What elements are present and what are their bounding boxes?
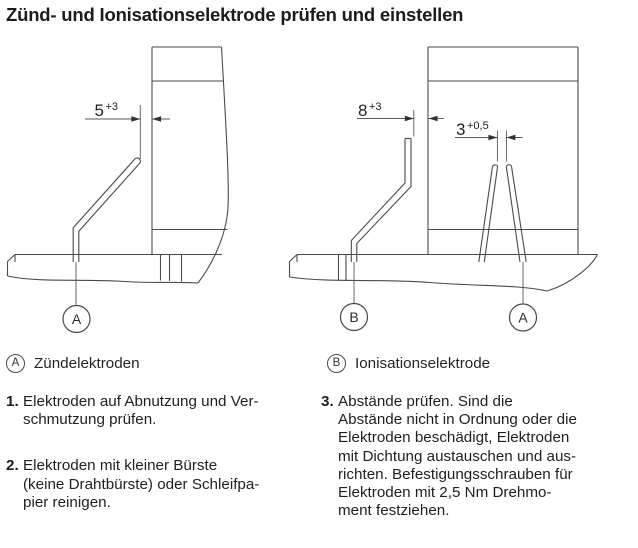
- step-3-line-5: richten. Befestigungsschrauben für: [338, 465, 573, 483]
- step-1-text: [23, 393, 259, 429]
- ionization-electrode-rod: [351, 139, 411, 263]
- legend-b-circle: B: [327, 354, 346, 373]
- ignition-electrode-rod: [73, 158, 140, 262]
- steps-column-right: [321, 393, 637, 520]
- step-3-number: 3.: [321, 393, 334, 410]
- burner-tube-right: [428, 47, 578, 255]
- step-1-line-2: schmutzung prüfen.: [23, 411, 157, 429]
- step-1-line-1: Elektroden auf Abnutzung und Ver-: [23, 393, 259, 410]
- step-3: [321, 393, 637, 520]
- callout-b-right: [341, 262, 368, 331]
- dimension-tolerance: +3: [105, 101, 119, 113]
- callout-a-right: [510, 262, 537, 331]
- page-title: Zünd- und Ionisationselektrode prüfen und einstellen: [6, 4, 464, 25]
- step-3-line-7: ment festziehen.: [338, 502, 450, 520]
- step-3-line-6: Elektroden mit 2,5 Nm Drehmo-: [338, 484, 552, 502]
- step-3-text: [338, 393, 577, 520]
- dimension-ignition-gap: [455, 120, 523, 162]
- callout-b-letter: B: [349, 309, 359, 325]
- step-3-line-4: mit Dichtung austauschen und aus-: [338, 447, 577, 465]
- dimension-value: 8: [358, 101, 368, 120]
- legend-b-label: Ionisationselektrode: [355, 355, 491, 372]
- legend-a-circle: A: [6, 354, 25, 373]
- legend-a-label: Zündelektroden: [34, 355, 140, 372]
- burner-flange-left: [8, 255, 223, 284]
- dimension-ionization-to-burner: [357, 101, 444, 137]
- step-1-number: 1.: [6, 393, 19, 410]
- dimension-tolerance: +3: [369, 101, 382, 113]
- ignition-electrode-pair: [479, 165, 526, 262]
- dimension-electrode-to-burner: [85, 101, 170, 159]
- burner-tube-left: [152, 47, 228, 283]
- burner-flange-right: [290, 255, 598, 292]
- step-2-line-1: Elektroden mit kleiner Bürste: [23, 457, 218, 475]
- callout-a-left: [63, 262, 90, 333]
- callout-a-letter: A: [71, 311, 82, 327]
- step-2-text: [23, 457, 259, 512]
- dimension-value: 3: [456, 120, 466, 139]
- steps-column-left: [6, 393, 314, 512]
- diagram-ionization-electrode: [290, 47, 598, 331]
- step-2-line-3: pier reinigen.: [23, 493, 111, 511]
- step-2: [6, 457, 314, 512]
- step-3-line-2: Abstände nicht in Ordnung oder die: [338, 411, 577, 429]
- legend-item-ionization: [327, 354, 490, 373]
- step-2-line-2: (keine Drahtbürste) oder Schleifpa-: [23, 475, 260, 493]
- step-3-line-3: Elektroden beschädigt, Elektroden: [338, 429, 570, 447]
- dimension-tolerance: +0,5: [467, 120, 489, 132]
- step-3-line-1: Abstände prüfen. Sind die: [338, 393, 513, 410]
- legend-item-ignition: [6, 354, 140, 373]
- step-2-number: 2.: [6, 457, 19, 475]
- callout-a-letter: A: [518, 309, 528, 326]
- dimension-value: 5: [94, 101, 104, 120]
- step-1: [6, 393, 314, 429]
- diagram-ignition-electrode: [8, 47, 229, 333]
